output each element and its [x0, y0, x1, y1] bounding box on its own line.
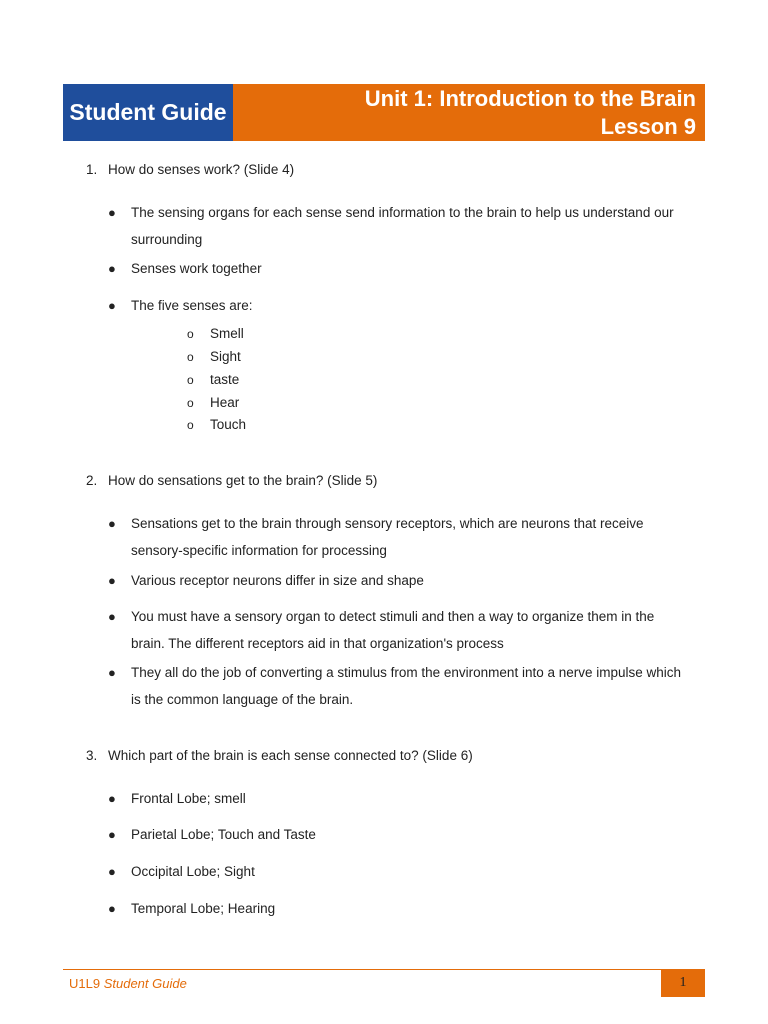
- header-student-guide: Student Guide: [63, 84, 233, 141]
- circle-bullet-icon: o: [187, 373, 194, 387]
- header-unit-title: [233, 84, 705, 141]
- circle-bullet-icon: o: [187, 327, 194, 341]
- header-lesson-line: Lesson 9: [600, 114, 696, 139]
- circle-bullet-icon: o: [187, 350, 194, 364]
- bullet-icon: ●: [108, 298, 116, 313]
- bullet-icon: ●: [108, 827, 116, 842]
- bullet-icon: ●: [108, 261, 116, 276]
- question-1-text: How do senses work? (Slide 4): [108, 162, 295, 177]
- question-2-text: How do sensations get to the brain? (Slide 5): [108, 473, 378, 488]
- sub-list-item: o Hear: [187, 395, 240, 410]
- page-number: 1: [661, 969, 705, 997]
- bullet-icon: ●: [108, 205, 116, 220]
- footer-label: U1L9 Student Guide: [69, 976, 187, 991]
- question-1: 1. How do senses work? (Slide 4): [86, 162, 295, 177]
- question-3-text: Which part of the brain is each sense connected to? (Slide 6): [108, 748, 473, 763]
- bullet-icon: ●: [108, 573, 116, 588]
- bullet-icon: ●: [108, 516, 116, 531]
- footer-divider: [63, 969, 705, 970]
- circle-bullet-icon: o: [187, 396, 194, 410]
- circle-bullet-icon: o: [187, 418, 194, 432]
- sub-list-item: o Sight: [187, 349, 241, 364]
- header-banner: [63, 84, 705, 141]
- sub-list-item: o taste: [187, 372, 240, 387]
- bullet-icon: ●: [108, 864, 116, 879]
- bullet-icon: ●: [108, 665, 116, 680]
- sub-list-item: o Touch: [187, 417, 247, 432]
- bullet-icon: ●: [108, 791, 116, 806]
- bullet-icon: ●: [108, 609, 116, 624]
- bullet-icon: ●: [108, 901, 116, 916]
- header-unit-line: Unit 1: Introduction to the Brain: [364, 86, 696, 111]
- question-2: 2. How do sensations get to the brain? (Slide 5): [86, 473, 378, 488]
- sub-list-item: o Smell: [187, 326, 244, 341]
- question-3: 3. Which part of the brain is each sense connected to? (Slide 6): [86, 748, 473, 763]
